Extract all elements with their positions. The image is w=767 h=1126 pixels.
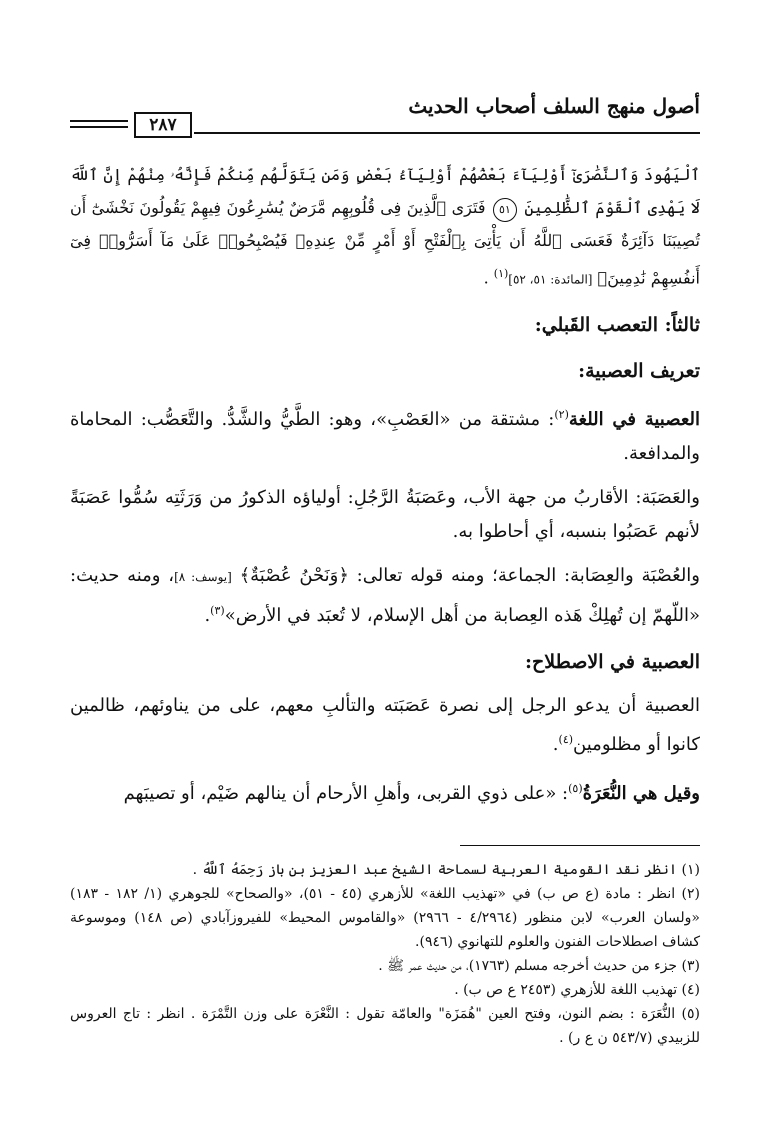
footnote-mark: (٤) [558,733,574,747]
section-heading: ثالثاً: التعصب القَبلي: [534,314,700,337]
paragraph-usba [70,559,700,633]
header-rule-short-top [70,120,128,122]
page-header [70,94,700,134]
running-title: أصول منهج السلف أصحاب الحديث [408,94,700,118]
footnote-mark: (٣) [210,604,225,618]
header-rule [194,132,700,134]
footnote-separator [460,845,700,846]
main-text [70,158,700,811]
term: العصبية في اللغة [568,409,700,431]
quran-line-1: ٱلْيَهُودَ وَٱلنَّصَٰرَىٰٓ أَوْلِيَآءَ بَعْضُهُمْ أَوْلِيَآءُ بَعْضٍ وَمَن يَتَوَلَّهُم مِّنكُمْ فَإِنَّهُۥ مِنْهُمْ إِنَّ ٱللَّهَ لَا يَهْدِى ٱلْقَوْمَ ٱلظَّٰلِمِينَ [70,165,701,217]
paragraph-text: والعُصْبَة والعِصَابة: الجماعة؛ ومنه قوله تعالى: ﴿وَنَحْنُ عُصْبَةٌ﴾ [239,565,700,587]
page-number: ٢٨٧ [134,112,192,138]
footnotes [70,858,700,1050]
paragraph-text: : مشتقة من «العَصْبِ»، وهو: الطَّيُّ والشَّدُّ. والتَّعَصُّب: المحاماة والمدافعة. [70,409,700,465]
punctuation: . [552,734,559,756]
punctuation: . [204,605,211,627]
quran-reference: [المائدة: ٥١، ٥٢] [508,272,593,287]
footnote-mark: (١) [493,267,509,280]
subsection-heading: العصبية في الاصطلاح: [525,651,700,674]
footnote: (٣) جزء من حديث أخرجه مسلم (١٧٦٣)، من حديث عمر ﷺ . [378,958,700,974]
subsection-heading: تعريف العصبية: [578,360,700,383]
paragraph-text: العصبية أن يدعو الرجل إلى نصرة عَصَبَته والتألبِ معهم، على من يناوئهم، ظالمين كانوا أو مظلومين [70,695,700,756]
footnote: (٥) النُّعَرَة : بضم النون، وفتح العين "هُمَزَة" والعامّة تقول : النَّعْرَة على وزن التَّمْرَة . انظر : تاج العروس للزبيدي (٥٤٣/٧ ن ع ر) . [70,1006,700,1046]
term: وقيل هي النُّعَرَةُ [582,783,700,805]
footnote: (٢) انظر : مادة (ع ص ب) في «تهذيب اللغة» للأزهري (٤٥ - ٥١)، «والصحاح» للجوهري (١/ ١٨٢ - ١٨٣) «ولسان العرب» لابن منظور (٤/٢٩٦٤ - ٢٩٦٦) «والقاموس المحيط» للفيروزآبادي (ص ١٤٨) وموسوعة كشاف اصطلاحات الفنون والعلوم للتهانوي (٩٤٦). [70,886,700,950]
paragraph-text: : «على ذوي القربى، وأهلِ الأرحام أن ينالهم ضَيْم، أو تصيبَهم [123,783,569,805]
footnote: (١) انظر نقد القومية العربية لسماحة الشيخ عبد العزيز بن باز رَحِمَهُ ٱللَّهُ . [192,862,700,878]
ayah-number-marker: ٥١ [493,198,517,222]
paragraph-linguistic [70,398,700,471]
paragraph-istilah [70,689,700,762]
quran-reference: [يوسف: ٨] [174,570,232,585]
footnote-mark: (٢) [554,408,569,422]
footnote: (٤) تهذيب اللغة للأزهري (٢٤٥٣ ع ص ب) . [454,982,700,998]
quran-verses: ٱلْيَهُودَ وَٱلنَّصَٰرَىٰٓ أَوْلِيَآءَ بَعْضُهُمْ أَوْلِيَآءُ بَعْضٍ وَمَن يَتَوَلَّهُم مِّنكُمْ فَإِنَّهُۥ مِنْهُمْ إِنَّ ٱللَّهَ لَا يَهْدِى ٱلْقَوْمَ ٱلظَّٰلِمِينَ ٥١ فَتَرَى ٱلَّذِينَ فِى قُلُوبِهِم مَّرَضٌ يُسَٰرِعُونَ فِيهِمْ يَقُولُونَ نَخْشَىٰٓ أَن تُصِيبَنَا دَآئِرَةٌ فَعَسَى ٱللَّهُ أَن يَأْتِىَ بِٱلْفَتْحِ أَوْ أَمْرٍ مِّنْ عِندِهِۦ فَيُصْبِحُوا۟ عَلَىٰ مَآ أَسَرُّوا۟ فِىٓ أَنفُسِهِمْ نَٰدِمِينَ﴾ [المائدة: ٥١، ٥٢]$^{(١)}$ . [70,165,701,288]
paragraph-text: ، ومنه حديث: «اللّهمّ إن تُهلِكْ هَذه العِصابة من أهل الإسلام، لا تُعبَد في الأرض» [70,565,700,627]
footnote-mark: (٥) [568,782,583,796]
quran-line-2: فَتَرَى ٱلَّذِينَ فِى قُلُوبِهِم مَّرَضٌ يُسَٰرِعُونَ فِيهِمْ يَقُولُونَ نَخْشَىٰٓ أَن تُصِيبَنَا دَآئِرَةٌ فَعَسَى ٱللَّهُ أَن يَأْتِىَ بِٱلْفَتْحِ أَوْ أَمْرٍ مِّنْ عِندِهِۦ فَيُصْبِحُوا۟ عَلَىٰ مَآ أَسَرُّوا۟ فِىٓ أَنفُسِهِمْ نَٰدِمِينَ﴾ [70,198,700,288]
paragraph-nuara [70,772,700,811]
paragraph-asaba: والعَصَبَة: الأقاربُ من جهة الأب، وعَصَبَةُ الرَّجُلِ: أولياؤه الذكورُ من وَرَثَتِه سُمُّوا عَصَبَةً لأنهم عَصَبُوا بنسبه، أي أحاطوا به. [70,487,700,543]
header-rule-short-bottom [70,126,128,128]
